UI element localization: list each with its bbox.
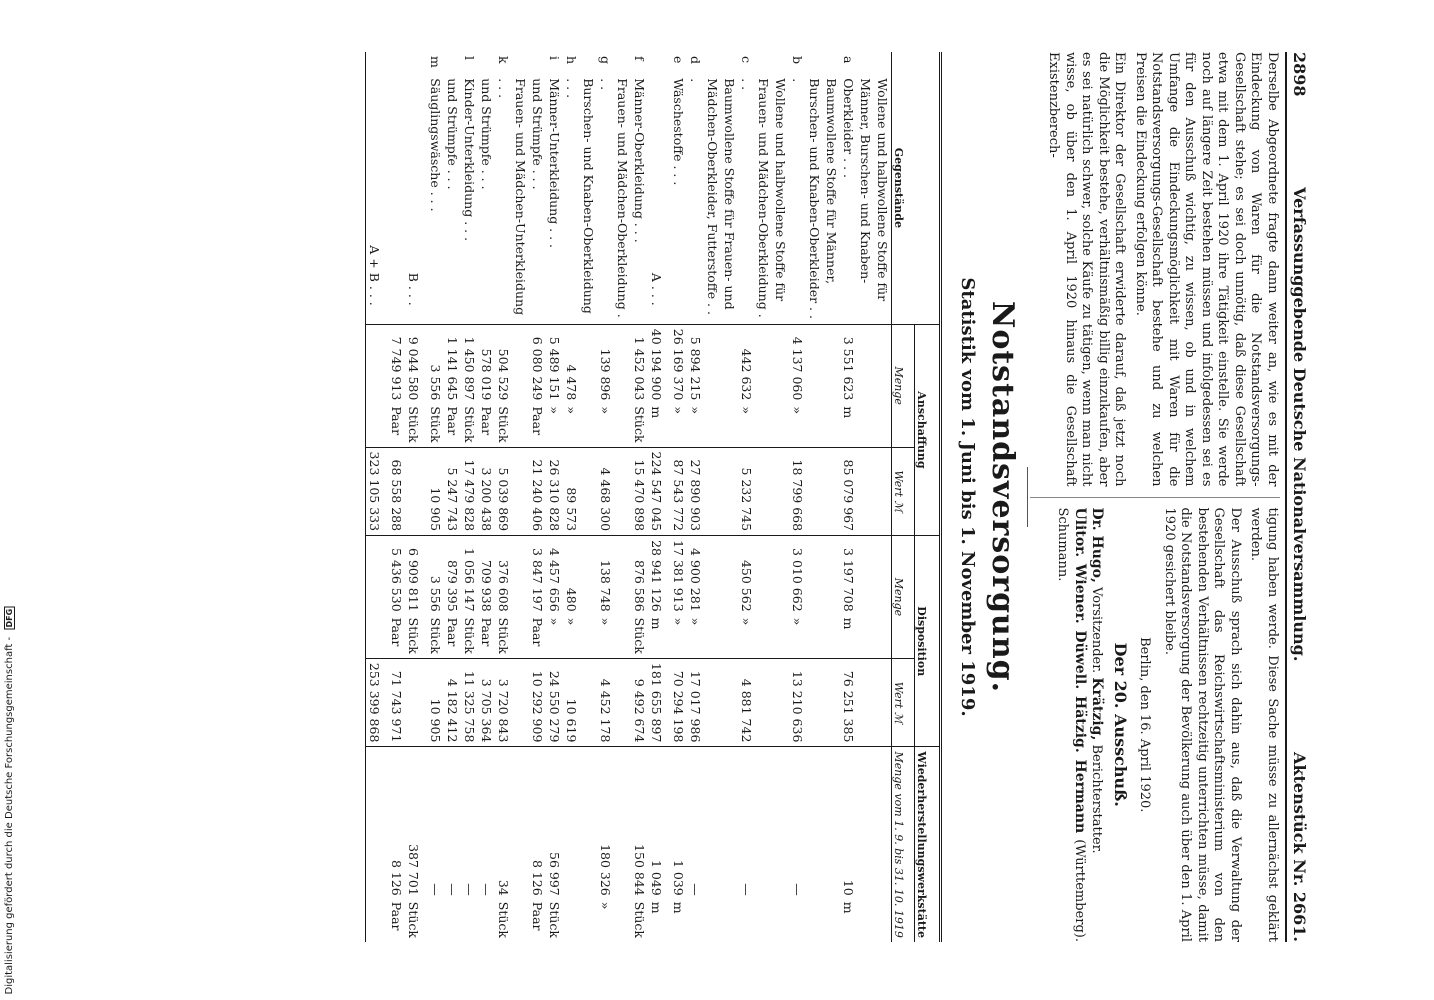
table-row xyxy=(529,52,546,942)
procurement-unit: Paar xyxy=(389,406,404,436)
procurement-value: 5 232 745 xyxy=(738,447,789,536)
item-name: Baumwollene Stoffe für Frauen- und Mädchen-Oberkleider, Futterstoffe . . . xyxy=(688,78,737,315)
workshop-quantity: 8 126 xyxy=(529,747,546,900)
paragraph: Ein Direktor der Gesellschaft erwiderte darauf, daß jetzt noch die Möglichkeit bestehe, verhältnismäßig billig einzukaufen, aber es sei natürlich schwer, solche Käufe zu tätigen, wenn man nicht wisse, ob über den 1. April 1920 hinaus die Gesellschaft Existenzberech- xyxy=(1046,52,1128,487)
row-letter: m xyxy=(428,56,443,68)
row-letter: k xyxy=(496,56,511,64)
workshop-unit xyxy=(789,900,840,942)
table-row xyxy=(789,52,840,942)
total-label: A + B . . . xyxy=(366,74,389,324)
workshop-quantity: 8 126 xyxy=(388,747,405,900)
table-row xyxy=(427,52,444,942)
publication-title: Verfassunggebende Deutsche Nationalversammlung. xyxy=(1290,187,1309,662)
signature-name: Ulitor. Wiener. Düwell. Hätzig. Hermann xyxy=(1072,507,1088,834)
row-letter: a xyxy=(841,56,856,64)
item-name: Männer-Unterkleidung . . . xyxy=(547,78,562,249)
currency-symbol: ℳ xyxy=(892,711,905,724)
row-letter xyxy=(444,52,461,74)
procurement-quantity: 5 894 215 xyxy=(687,324,738,404)
table-row xyxy=(840,52,892,942)
row-letter: c xyxy=(739,56,754,64)
disposition-unit: Stück xyxy=(496,617,511,654)
procurement-unit: » xyxy=(564,406,579,414)
workshop-unit: Stück xyxy=(632,901,647,938)
procurement-quantity: 442 632 xyxy=(738,324,789,404)
item-name: Säuglingswäsche . . . xyxy=(428,78,443,212)
disposition-quantity: 3 197 708 xyxy=(840,536,892,616)
procurement-unit: » xyxy=(598,406,613,414)
table-row xyxy=(478,52,495,942)
header-quantity: Menge xyxy=(892,324,915,447)
header-value xyxy=(892,447,915,536)
procurement-value: 85 079 967 xyxy=(840,447,892,536)
procurement-value: 27 890 903 xyxy=(687,447,738,536)
table-row xyxy=(444,52,461,942)
row-letter: l xyxy=(462,56,477,60)
disposition-quantity: 480 xyxy=(563,536,597,616)
workshop-quantity: — xyxy=(461,747,478,900)
header-value-label: Wert xyxy=(892,470,905,497)
disposition-value: 3 705 364 xyxy=(478,658,495,747)
procurement-unit: Paar xyxy=(530,406,545,436)
header-quantity: Menge xyxy=(892,536,915,659)
procurement-value: 4 468 300 xyxy=(597,447,631,536)
procurement-quantity: 26 169 370 xyxy=(670,324,687,404)
workshop-unit: » xyxy=(598,901,613,910)
disposition-unit: m xyxy=(649,617,664,630)
disposition-value: 76 251 385 xyxy=(840,658,892,747)
row-letter xyxy=(388,52,405,74)
workshop-unit xyxy=(444,900,461,942)
total-row xyxy=(366,52,389,942)
procurement-unit: » xyxy=(739,406,754,414)
workshop-unit: m xyxy=(841,901,856,914)
page-number: 2898 xyxy=(1290,52,1309,97)
statistics-table-wrap xyxy=(365,52,942,942)
disposition-unit: » xyxy=(790,617,805,626)
header-value-label: Wert xyxy=(892,681,905,709)
signature-role: Vorsitzender. xyxy=(1089,587,1105,674)
disposition-value: 10 619 xyxy=(563,658,597,747)
procurement-quantity xyxy=(366,324,389,447)
procurement-value: 21 240 406 xyxy=(529,447,546,536)
row-letter xyxy=(478,52,495,74)
disposition-quantity: 138 748 xyxy=(597,536,631,616)
statistics-table xyxy=(365,52,942,942)
disposition-value: 181 655 897 xyxy=(648,658,670,747)
disposition-value: 253 399 868 xyxy=(366,658,389,747)
workshop-quantity: — xyxy=(427,747,444,900)
document-reference: Aktenstück Nr. 2661. xyxy=(1290,752,1309,942)
credit-text: Digitalisierung gefördert durch die Deutsche Forschungsgemeinschaft - xyxy=(3,636,15,994)
workshop-quantity: — xyxy=(687,747,738,900)
disposition-unit: Paar xyxy=(530,617,545,647)
disposition-quantity: 17 381 913 xyxy=(670,536,687,616)
disposition-quantity: 879 395 xyxy=(444,536,461,616)
procurement-quantity: 1 452 043 xyxy=(631,324,648,404)
signature-role: (Württemberg). Schumann. xyxy=(1055,507,1087,942)
procurement-unit: Paar xyxy=(479,406,494,436)
workshop-unit: Stück xyxy=(406,901,421,938)
disposition-value: 4 452 178 xyxy=(597,658,631,747)
procurement-value: 89 573 xyxy=(563,447,597,536)
disposition-unit: m xyxy=(841,617,856,630)
item-name: und Strümpfe . . . xyxy=(445,78,460,190)
procurement-value: 18 799 668 xyxy=(789,447,840,536)
disposition-quantity: 6 909 811 xyxy=(405,536,427,616)
procurement-quantity: 578 019 xyxy=(478,324,495,404)
text-column-left xyxy=(1030,52,1280,487)
procurement-quantity: 40 194 900 xyxy=(648,324,670,404)
table-row xyxy=(495,52,529,942)
row-letter: g xyxy=(598,56,613,65)
row-letter: i xyxy=(547,56,562,60)
disposition-unit: » xyxy=(739,617,754,626)
row-letter: d xyxy=(688,56,703,65)
procurement-unit: » xyxy=(547,406,562,414)
disposition-quantity: 4 900 281 xyxy=(687,536,738,616)
workshop-quantity xyxy=(563,747,597,900)
procurement-value: 3 200 438 xyxy=(478,447,495,536)
signature-name: Dr. Hugo, xyxy=(1089,507,1106,583)
item-name: Baumwollene Stoffe für Männer, Burschen- und Knaben-Oberkleider . . . xyxy=(790,78,839,319)
disposition-quantity: 450 562 xyxy=(738,536,789,616)
procurement-quantity: 4 137 060 xyxy=(789,324,840,404)
section-title: Notstandsversorgung. xyxy=(985,300,1020,694)
item-name xyxy=(388,74,405,324)
place-date: Berlin, den 16. April 1920. xyxy=(1137,637,1153,813)
subtotal-row xyxy=(405,52,427,942)
procurement-unit: Paar xyxy=(445,406,460,436)
procurement-value: 323 105 333 xyxy=(366,447,389,536)
section-divider xyxy=(1027,467,1028,527)
header-value xyxy=(892,658,915,747)
header-workshops: Wiederherstellungswerkstätte xyxy=(915,747,941,942)
procurement-quantity: 3 556 xyxy=(427,324,444,404)
item-name: Wäschestoffe . . . xyxy=(671,78,686,186)
subtotal-label: B . . . xyxy=(406,272,421,306)
row-letter: e xyxy=(671,56,686,64)
procurement-value: 26 310 828 xyxy=(546,447,563,536)
paragraph: tigung haben werde. Diese Sache müsse zu allernächst geklärt werden. xyxy=(1248,507,1280,942)
disposition-unit: Paar xyxy=(445,617,460,647)
procurement-value: 68 558 288 xyxy=(388,447,427,536)
disposition-value: 3 720 843 xyxy=(495,658,529,747)
workshop-unit xyxy=(738,900,789,942)
procurement-quantity: 1 450 897 xyxy=(461,324,478,404)
procurement-value: 15 470 898 xyxy=(631,447,648,536)
report-text xyxy=(1030,52,1280,942)
disposition-quantity: 709 938 xyxy=(478,536,495,616)
workshop-unit: Stück xyxy=(547,901,562,938)
item-name: Wollene und halbwollene Stoffe für Männer, Burschen- und Knaben-Oberkleider . . . xyxy=(841,78,890,302)
disposition-value: 10 292 909 xyxy=(529,658,546,747)
disposition-unit: Stück xyxy=(462,617,477,654)
procurement-value: 10 905 xyxy=(427,447,444,536)
disposition-value: 4 182 412 xyxy=(444,658,461,747)
workshop-quantity: — xyxy=(738,747,789,900)
procurement-value: 5 247 743 xyxy=(444,447,461,536)
procurement-value: 17 479 828 xyxy=(461,447,478,536)
disposition-unit: » xyxy=(598,617,613,626)
workshop-unit: m xyxy=(671,901,686,914)
workshop-quantity xyxy=(366,747,389,942)
procurement-value: 5 039 869 xyxy=(495,447,529,536)
workshop-quantity: 387 701 xyxy=(405,747,427,900)
running-head xyxy=(1285,52,1320,942)
procurement-unit: Stück xyxy=(496,406,511,443)
workshop-quantity: — xyxy=(478,747,495,900)
procurement-unit: » xyxy=(790,406,805,414)
table-row xyxy=(738,52,789,942)
item-name: Burschen- und Knaben-Oberkleidung . . . xyxy=(564,78,596,314)
procurement-quantity: 139 896 xyxy=(597,324,631,404)
row-letter: b xyxy=(790,56,805,65)
workshop-unit: Paar xyxy=(530,901,545,931)
disposition-quantity: 876 586 xyxy=(631,536,648,616)
header-disposition: Disposition xyxy=(915,536,941,747)
procurement-unit: » xyxy=(671,406,686,414)
section-subtitle: Statistik vom 1. Juni bis 1. November 1919. xyxy=(957,277,978,717)
disposition-quantity: 3 556 xyxy=(427,536,444,616)
item-name: Frauen- und Mädchen-Oberkleidung . . . xyxy=(598,78,630,318)
currency-symbol: ℳ xyxy=(892,500,905,513)
table-row xyxy=(563,52,597,942)
table-row xyxy=(546,52,563,942)
workshop-unit: Paar xyxy=(389,901,404,931)
workshop-quantity: — xyxy=(444,747,461,900)
disposition-quantity: 4 457 656 xyxy=(546,536,563,616)
workshop-quantity: 34 xyxy=(495,747,529,900)
signature-role: Berichterstatter. xyxy=(1089,744,1105,854)
header-items: Gegenstände xyxy=(892,52,941,324)
disposition-unit: » xyxy=(688,617,703,626)
procurement-quantity: 1 141 645 xyxy=(444,324,461,404)
digitization-credit xyxy=(2,0,16,1000)
header-procurement: Anschaffung xyxy=(915,324,941,535)
dfg-logo: DFG xyxy=(4,608,14,628)
workshop-unit: Stück xyxy=(496,901,511,938)
workshop-quantity: 150 844 xyxy=(631,747,648,900)
disposition-quantity xyxy=(366,536,389,659)
paragraph: Der Ausschuß sprach sich dahin aus, daß die Verwaltung der Gesellschaft das Reichswirtschaftsministerium von den bestehenden Verhältnissen rechtzeitig unterrichten müsse, damit die Notstandsversorgung der Bevölkerung auch über den 1. April 1920 gesichert bleibe. xyxy=(1162,507,1243,942)
paragraph: Derselbe Abgeordnete fragte dann weiter an, wie es mit der Eindeckung von Waren für die Notstandsversorgungs-Gesellschaft stehe; es sei doch unnötig, daß diese Gesellschaft etwa mit dem 1. April 1920 ihre Tätigkeit einstelle. Sie werde noch auf längere Zeit bestehen müssen und infolgedessen sei es für den Ausschuß wichtig, zu wissen, ob und in welchem Umfange die Eindeckungsmöglichkeit mit Waren für die Notstandsversorgungs-Gesellschaft bestehe und zu welchen Preisen die Eindeckung erfolgen könne. xyxy=(1133,52,1280,487)
committee-name: Der 20. Ausschuß. xyxy=(1111,642,1130,807)
workshop-quantity: 1 039 xyxy=(670,747,687,900)
document-page xyxy=(150,52,1320,942)
disposition-value: 4 881 742 xyxy=(738,658,789,747)
disposition-quantity: 376 608 xyxy=(495,536,529,616)
item-name: Frauen- und Mädchen-Unterkleidung . . . xyxy=(496,78,528,316)
item-name: Kinder-Unterkleidung . . . xyxy=(462,78,477,242)
disposition-value: 71 743 971 xyxy=(388,658,427,747)
workshop-quantity: 56 997 xyxy=(546,747,563,900)
disposition-unit: Stück xyxy=(406,617,421,654)
disposition-unit: Paar xyxy=(479,617,494,647)
workshop-unit xyxy=(478,900,495,942)
workshop-unit xyxy=(427,900,444,942)
disposition-quantity: 3 847 197 xyxy=(529,536,546,616)
disposition-quantity: 1 056 147 xyxy=(461,536,478,616)
row-letter xyxy=(648,52,670,74)
procurement-unit: » xyxy=(688,406,703,414)
item-name: und Strümpfe . . . xyxy=(530,78,545,190)
procurement-value: 224 547 045 xyxy=(648,447,670,536)
item-name: und Strümpfe . . . xyxy=(479,78,494,190)
row-letter xyxy=(366,52,389,74)
procurement-quantity: 6 080 249 xyxy=(529,324,546,404)
procurement-quantity: 9 044 580 xyxy=(405,324,427,404)
text-column-right xyxy=(1030,497,1280,943)
procurement-unit: Stück xyxy=(632,406,647,443)
table-row xyxy=(597,52,631,942)
procurement-unit: Stück xyxy=(462,406,477,443)
disposition-quantity: 28 941 126 xyxy=(648,536,670,616)
disposition-value: 70 294 198 xyxy=(670,658,687,747)
subtotal-row xyxy=(648,52,670,942)
procurement-quantity: 5 489 151 xyxy=(546,324,563,404)
workshop-unit xyxy=(687,900,738,942)
signature-name: Krätzig, xyxy=(1089,677,1106,741)
disposition-quantity: 3 010 662 xyxy=(789,536,840,616)
header-workshop-quantity: Menge vom 1. 9. bis 31. 10. 1919 xyxy=(892,747,915,942)
workshop-unit xyxy=(563,900,597,942)
disposition-value: 17 017 986 xyxy=(687,658,738,747)
item-name: Männer-Oberkleidung . . . xyxy=(632,78,647,243)
procurement-unit: m xyxy=(841,406,856,419)
row-letter: f xyxy=(632,56,647,61)
disposition-unit: » xyxy=(671,617,686,626)
disposition-value: 11 325 758 xyxy=(461,658,478,747)
disposition-unit: Stück xyxy=(632,617,647,654)
procurement-quantity: 4 478 xyxy=(563,324,597,404)
procurement-value: 87 543 772 xyxy=(670,447,687,536)
item-name: Wollene und halbwollene Stoffe für Frauen- und Mädchen-Oberkleidung . . . xyxy=(739,78,788,318)
row-letter: h xyxy=(564,56,579,65)
table-row xyxy=(687,52,738,942)
disposition-unit: » xyxy=(564,617,579,626)
row-letter xyxy=(529,52,546,74)
table-row xyxy=(631,52,648,942)
disposition-unit: » xyxy=(547,617,562,626)
workshop-quantity: 1 049 xyxy=(648,747,670,900)
workshop-unit: m xyxy=(649,901,664,914)
disposition-unit: Paar xyxy=(389,617,404,647)
procurement-unit: Stück xyxy=(406,406,421,443)
disposition-unit: Stück xyxy=(428,617,443,654)
workshop-unit xyxy=(461,900,478,942)
disposition-value: 9 492 674 xyxy=(631,658,648,747)
table-row xyxy=(670,52,687,942)
procurement-unit: Stück xyxy=(428,406,443,443)
procurement-quantity: 3 551 623 xyxy=(840,324,892,404)
procurement-unit: m xyxy=(649,406,664,419)
signatures xyxy=(1054,508,1106,943)
table-body xyxy=(366,52,892,942)
table-row xyxy=(461,52,478,942)
item-name: A . . . xyxy=(649,272,664,306)
disposition-value: 24 550 279 xyxy=(546,658,563,747)
workshop-quantity: 180 326 xyxy=(597,747,631,900)
disposition-value: 13 210 636 xyxy=(789,658,840,747)
row-letter xyxy=(405,52,427,74)
procurement-quantity: 7 749 913 xyxy=(388,324,405,404)
workshop-quantity: 10 xyxy=(840,747,892,900)
disposition-value: 10 905 xyxy=(427,658,444,747)
disposition-quantity: 5 436 530 xyxy=(388,536,405,616)
workshop-quantity: — xyxy=(789,747,840,900)
procurement-quantity: 504 529 xyxy=(495,324,529,404)
